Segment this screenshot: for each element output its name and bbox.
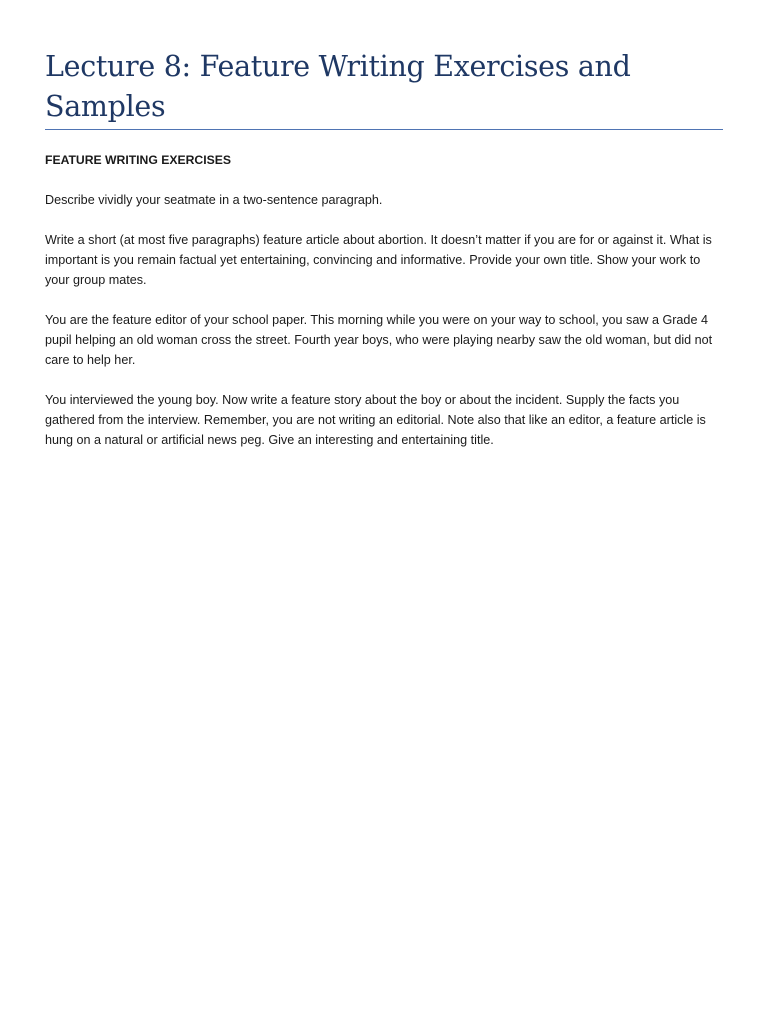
- exercise-paragraph-4: You interviewed the young boy. Now write a feature story about the boy or about the incident. Supply the facts you gathered from the interview. Remember, you are not writing an editorial. Note also that like an editor, a feature article is hung on a natural or artificial news peg. Give an interesting and entertaining title.: [45, 393, 706, 447]
- section-heading: FEATURE WRITING EXERCISES: [45, 153, 231, 167]
- document-body: [45, 150, 725, 470]
- exercise-paragraph-1: Describe vividly your seatmate in a two-sentence paragraph.: [45, 193, 383, 207]
- exercise-paragraph-3: You are the feature editor of your school paper. This morning while you were on your way to school, you saw a Grade 4 pupil helping an old woman cross the street. Fourth year boys, who were playing nearby saw the old woman, but did not care to help her.: [45, 313, 713, 367]
- title-divider: [45, 129, 723, 130]
- exercise-paragraph-2: Write a short (at most five paragraphs) feature article about abortion. It doesn’t matter if you are for or against it. What is important is you remain factual yet entertaining, convincing and informative. Provide your own title. Show your work to your group mates.: [45, 233, 712, 287]
- page-title: Lecture 8: Feature Writing Exercises and Samples: [45, 50, 631, 123]
